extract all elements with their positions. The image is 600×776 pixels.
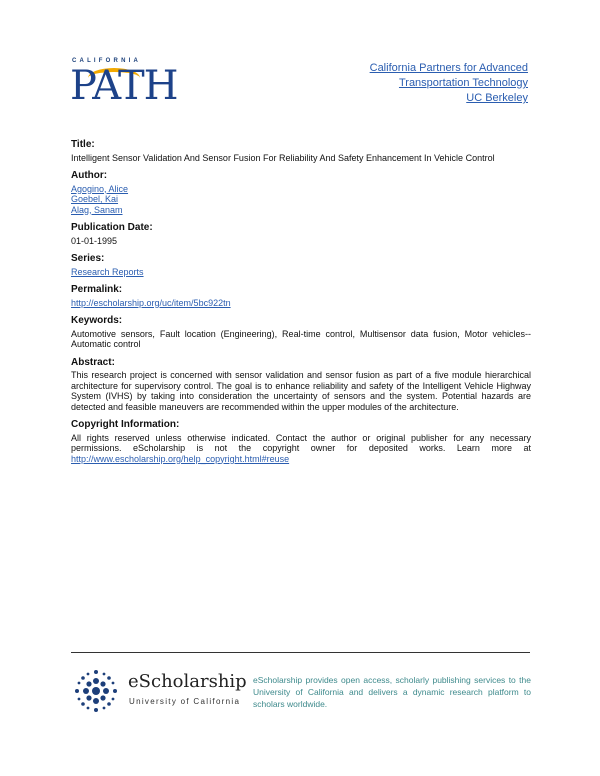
title-label: Title: bbox=[71, 139, 95, 150]
permalink-link[interactable]: http://escholarship.org/uc/item/5bc922tn bbox=[71, 297, 231, 308]
logo-main-text: PATH bbox=[70, 63, 178, 109]
abstract-label: Abstract: bbox=[71, 356, 115, 368]
author-label: Author: bbox=[71, 170, 108, 181]
author-link[interactable]: Goebel, Kai bbox=[71, 194, 119, 204]
copyright-link[interactable]: http://www.escholarship.org/help_copyright.html#reuse bbox=[71, 453, 290, 464]
partners-link-3[interactable]: UC Berkeley bbox=[466, 92, 528, 104]
date-value: 01-01-1995 bbox=[71, 235, 118, 246]
date-label: Publication Date: bbox=[71, 222, 153, 233]
series-label: Series: bbox=[71, 253, 105, 264]
partners-link-2[interactable]: Transportation Technology bbox=[398, 77, 528, 89]
escholarship-subtitle: University of California bbox=[129, 697, 241, 706]
title-value: Intelligent Sensor Validation And Sensor Fusion For Reliability And Safety Enhancement In Vehicle Control bbox=[71, 152, 495, 163]
abstract-value: This research project is concerned with sensor validation and sensor fusion as part of a five module hierarchical architecture for supervisory control. The goal is to enhance reliability and safety of the Intelligent Vehicle Highway System (IVHS) by taking into consideration the uncertainty of sensors and the system. Potential hazards are detected and feasible maneuvers are recommended within the upper modules of the architecture. bbox=[71, 370, 531, 412]
copyright-text: All rights reserved unless otherwise indicated. Contact the author or original publisher for any necessary permissions. eScholarship is not the copyright owner for deposited works. Learn more at bbox=[71, 432, 531, 453]
footer-divider bbox=[71, 652, 530, 653]
partners-link-1[interactable]: California Partners for Advanced bbox=[369, 62, 528, 74]
keywords-value: Automotive sensors, Fault location (Engineering), Real-time control, Multisensor data fusion, Motor vehicles--Automatic control bbox=[71, 328, 531, 349]
path-logo bbox=[70, 58, 178, 109]
author-list bbox=[71, 184, 531, 216]
logo-top-text: CALIFORNIA bbox=[72, 58, 141, 64]
escholarship-brand: eScholarship bbox=[128, 671, 247, 692]
author-link[interactable]: Agogino, Alice bbox=[71, 183, 129, 194]
keywords-label: Keywords: bbox=[71, 315, 123, 326]
permalink-label: Permalink: bbox=[71, 284, 123, 295]
author-link[interactable]: Alag, Sanam bbox=[71, 204, 123, 215]
record-fields bbox=[71, 140, 531, 464]
copyright-value bbox=[71, 433, 531, 465]
escholarship-logo-icon bbox=[71, 666, 121, 716]
partners-links bbox=[370, 61, 528, 106]
series-link[interactable]: Research Reports bbox=[71, 266, 144, 277]
escholarship-description: eScholarship provides open access, scholarly publishing services to the University of California and delivers a dynamic research platform to scholars worldwide. bbox=[253, 675, 531, 709]
copyright-label: Copyright Information: bbox=[71, 419, 180, 430]
